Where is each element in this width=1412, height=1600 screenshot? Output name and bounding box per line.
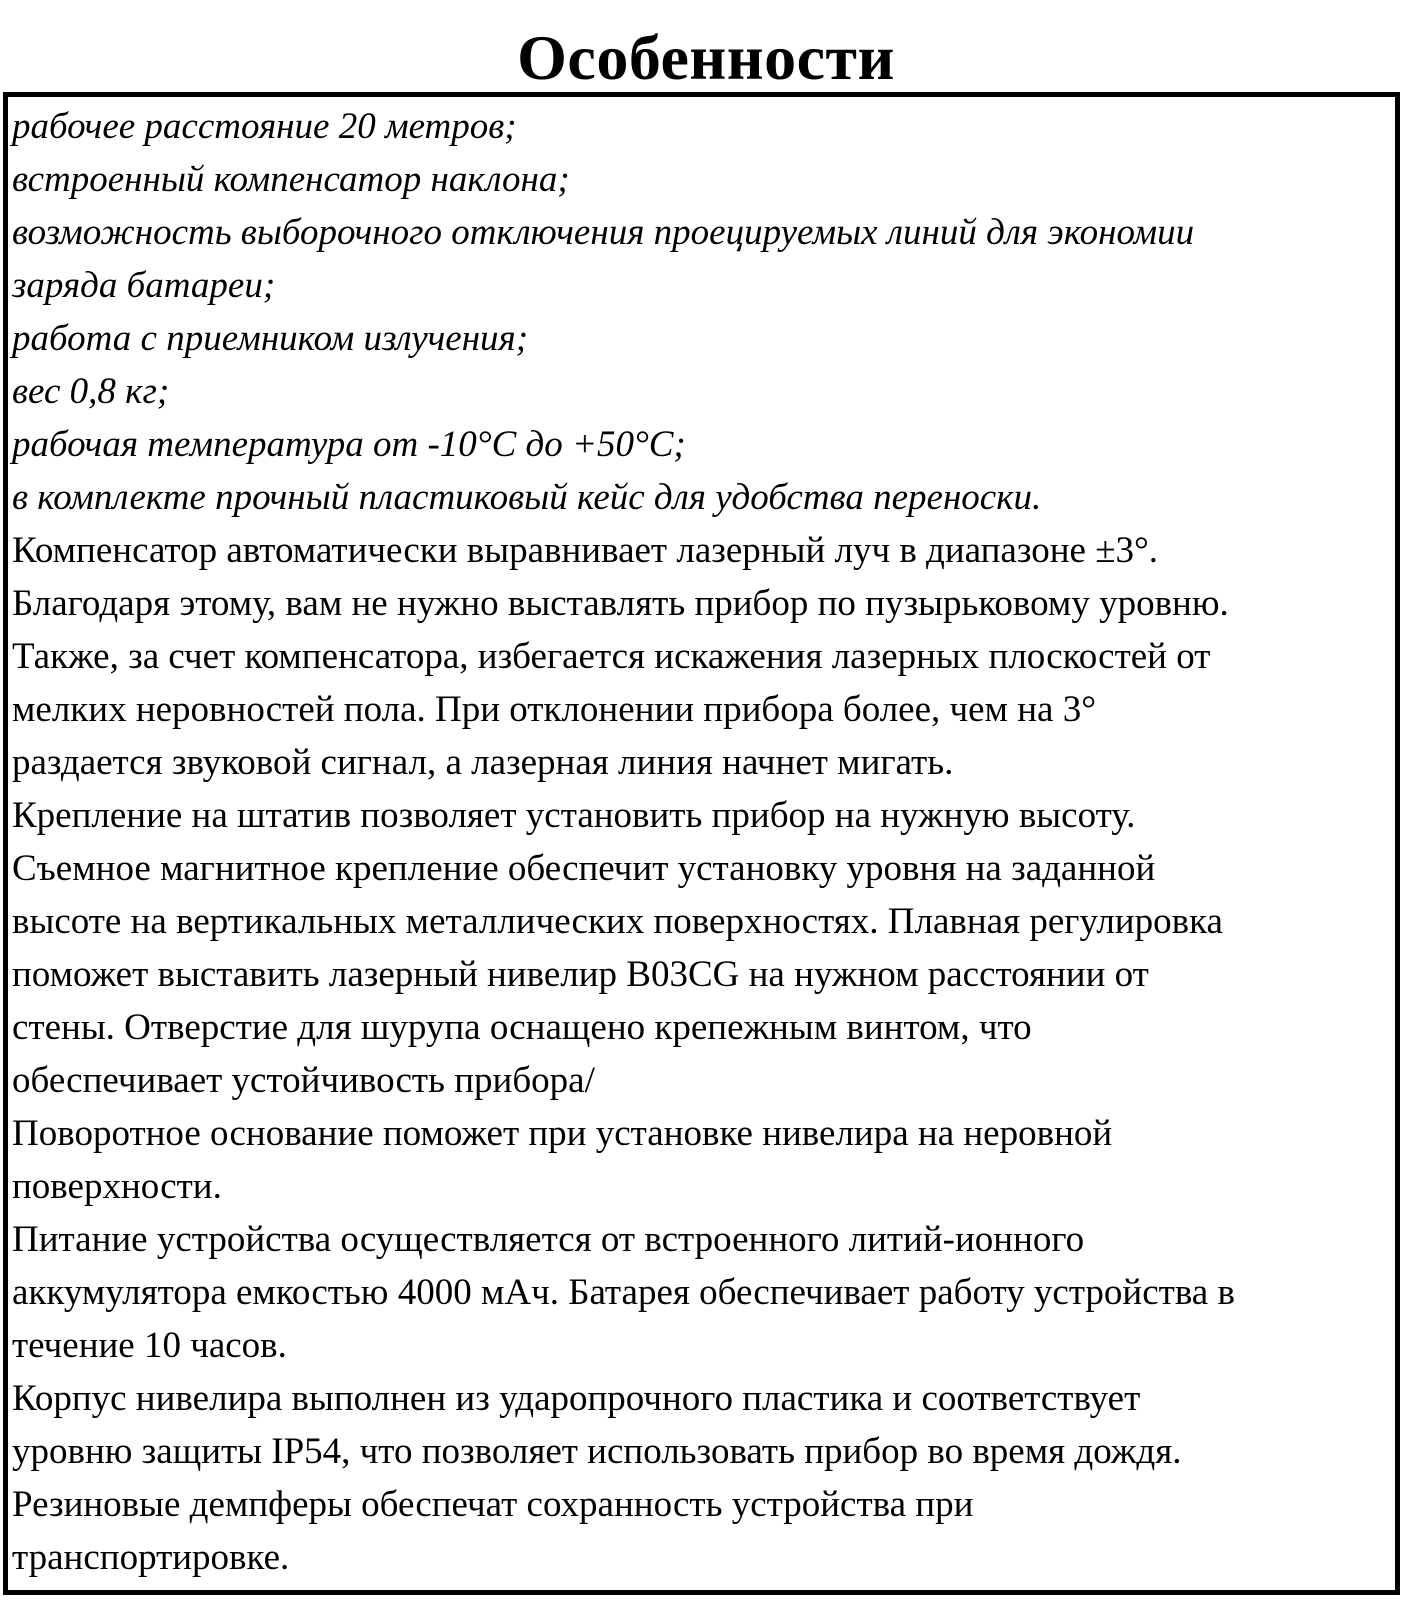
body-line: мелких неровностей пола. При отклонении прибора более, чем на 3° [12, 689, 1096, 730]
feature-line: заряда батареи; [12, 265, 276, 306]
body-line: течение 10 часов. [12, 1325, 287, 1366]
feature-line: вес 0,8 кг; [12, 371, 170, 412]
body-line: Также, за счет компенсатора, избегается искажения лазерных плоскостей от [12, 636, 1211, 677]
body-line: обеспечивает устойчивость прибора/ [12, 1060, 595, 1101]
feature-line: рабочая температура от -10°С до +50°С; [12, 424, 686, 465]
body-line: Благодаря этому, вам не нужно выставлять прибор по пузырьковому уровню. [12, 583, 1229, 624]
body-line: Крепление на штатив позволяет установить прибор на нужную высоту. [12, 795, 1136, 836]
body-line: Корпус нивелира выполнен из ударопрочного пластика и соответствует [12, 1378, 1141, 1419]
feature-line: встроенный компенсатор наклона; [12, 159, 570, 200]
body-line: поверхности. [12, 1166, 222, 1207]
feature-line: работа с приемником излучения; [12, 318, 529, 359]
feature-line: в комплекте прочный пластиковый кейс для удобства переноски. [12, 477, 1042, 518]
body-line: раздается звуковой сигнал, а лазерная линия начнет мигать. [12, 742, 954, 783]
feature-line: возможность выборочного отключения проецируемых линий для экономии [12, 212, 1195, 253]
feature-line: рабочее расстояние 20 метров; [12, 106, 517, 147]
body-line: Компенсатор автоматически выравнивает лазерный луч в диапазоне ±3°. [12, 530, 1159, 571]
features-list [8, 100, 1403, 524]
body-line: стены. Отверстие для шурупа оснащено крепежным винтом, что [12, 1007, 1032, 1048]
body-line: Резиновые демпферы обеспечат сохранность устройства при [12, 1484, 974, 1525]
body-line: транспортировке. [12, 1537, 290, 1578]
description-text [8, 524, 1403, 1584]
body-line: Поворотное основание поможет при установке нивелира на неровной [12, 1113, 1113, 1154]
content-area [8, 100, 1403, 1584]
body-line: поможет выставить лазерный нивелир B03CG на нужном расстоянии от [12, 954, 1149, 995]
page-title: Особенности [517, 22, 895, 93]
body-line: Питание устройства осуществляется от встроенного литий-ионного [12, 1219, 1085, 1260]
body-line: Съемное магнитное крепление обеспечит установку уровня на заданной [12, 848, 1156, 889]
body-line: уровню защиты IP54, что позволяет использовать прибор во время дождя. [12, 1431, 1182, 1472]
body-line: аккумулятора емкостью 4000 мАч. Батарея обеспечивает работу устройства в [12, 1272, 1235, 1313]
body-line: высоте на вертикальных металлических поверхностях. Плавная регулировка [12, 901, 1223, 942]
